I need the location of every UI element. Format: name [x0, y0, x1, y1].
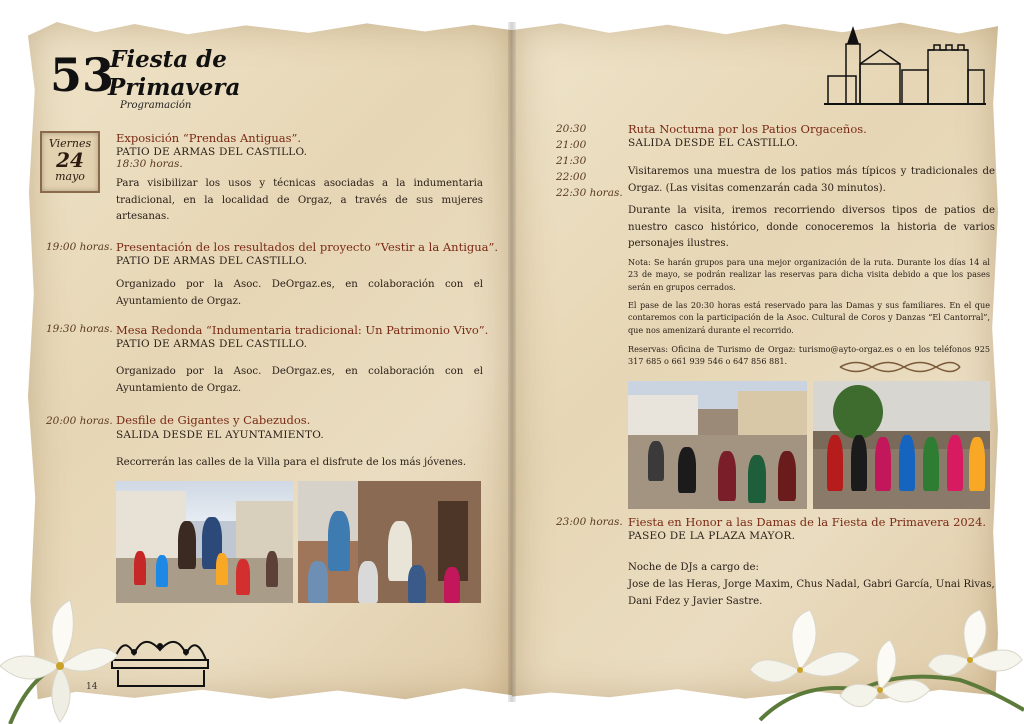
edition-number: 53	[50, 48, 115, 102]
subtitle: Programación	[120, 100, 192, 111]
event-description: Organizado por la Asoc. DeOrgaz.es, en colaboración con el Ayuntamiento de Orgaz.	[116, 366, 483, 394]
event-time: 19:00 horas.	[46, 241, 113, 253]
event-title: Fiesta en Honor a las Damas de la Fiesta de Primavera 2024.	[628, 515, 987, 529]
date-month: mayo	[55, 170, 85, 183]
event-time: 22:30 horas.	[556, 187, 623, 199]
lily-flower-icon	[0, 596, 120, 724]
event-venue: PATIO DE ARMAS DEL CASTILLO.	[116, 338, 308, 350]
event-paragraph: Jose de las Heras, Jorge Maxim, Chus Nadal, Gabri García, Unai Rivas, Dani Fdez y Javier Sastre.	[628, 579, 995, 607]
photo-patio-dancers	[628, 381, 807, 509]
event-title: Mesa Redonda “Indumentaria tradicional: Un Patrimonio Vivo”.	[116, 323, 489, 337]
event-title: Ruta Nocturna por los Patios Orgaceños.	[628, 122, 867, 136]
event-title: Presentación de los resultados del proyecto “Vestir a la Antigua”.	[116, 240, 499, 254]
event-time: 22:00	[556, 171, 587, 183]
event-description: Recorrerán las calles de la Villa para el disfrute de los más jóvenes.	[116, 457, 467, 468]
event-paragraph: Visitaremos una muestra de los patios más típicos y tradicionales de Orgaz. (Las visitas comenzarán cada 30 minutos).	[628, 166, 995, 194]
event-venue: PATIO DE ARMAS DEL CASTILLO.	[116, 146, 308, 158]
date-day: 24	[56, 148, 84, 172]
event-venue: SALIDA DESDE EL AYUNTAMIENTO.	[116, 429, 324, 441]
scroll-ornament-icon	[836, 358, 964, 376]
event-time: 21:30	[556, 155, 587, 167]
photo-gigantes-street	[116, 481, 293, 603]
castle-illustration-icon	[822, 24, 988, 108]
event-title: Desfile de Gigantes y Cabezudos.	[116, 413, 311, 427]
event-time: 21:00	[556, 139, 587, 151]
event-time: 23:00 horas.	[556, 516, 623, 528]
event-venue: PASEO DE LA PLAZA MAYOR.	[628, 530, 796, 542]
event-time: 20:30	[556, 123, 587, 135]
event-venue: SALIDA DESDE EL CASTILLO.	[628, 137, 799, 149]
event-description: Para visibilizar los usos y técnicas asociadas a la indumentaria tradicional, en la localidad de Orgaz, a través de sus mujeres artesanas.	[116, 178, 483, 222]
page-number: 14	[86, 682, 98, 692]
date-badge	[40, 131, 100, 193]
event-title: Exposición “Prendas Antiguas”.	[116, 131, 302, 145]
event-paragraph: Noche de DJs a cargo de:	[628, 562, 759, 573]
event-description: Organizado por la Asoc. DeOrgaz.es, en colaboración con el Ayuntamiento de Orgaz.	[116, 279, 483, 307]
crown-ornament-icon	[104, 624, 216, 692]
title-line2: Primavera	[108, 74, 241, 101]
title-line1: Fiesta de	[110, 46, 227, 73]
event-paragraph: Durante la visita, iremos recorriendo diversos tipos de patios de nuestro casco histórico, donde conoceremos la historia de varios personajes ilustres.	[628, 205, 995, 249]
event-note: El pase de las 20:30 horas está reservado para las Damas y sus familiares. En el que contaremos con la participación de la Asoc. Cultural de Coros y Danzas “El Cantorral”, que nos amenizará durante el recorrido.	[628, 300, 990, 335]
event-time: 19:30 horas.	[46, 323, 113, 335]
event-time: 18:30 horas.	[116, 158, 183, 170]
page-fold	[508, 22, 516, 702]
event-venue: PATIO DE ARMAS DEL CASTILLO.	[116, 255, 308, 267]
photo-damas-group	[813, 381, 990, 509]
event-time: 20:00 horas.	[46, 415, 113, 427]
event-note: Nota: Se harán grupos para una mejor organización de la ruta. Durante los días 14 al 23 de mayo, se podrán realizar las reservas para dicha visita debido a que los pases serán en grupos cerrados.	[628, 257, 990, 292]
photo-gigantes-crowd	[298, 481, 481, 603]
date-weekday: Viernes	[48, 137, 92, 150]
event-note: Reservas: Oficina de Turismo de Orgaz: turismo@ayto-orgaz.es o en los teléfonos 925 317 685 o 661 939 546 o 647 856 881.	[628, 344, 990, 367]
lily-bouquet-icon	[740, 610, 1024, 724]
